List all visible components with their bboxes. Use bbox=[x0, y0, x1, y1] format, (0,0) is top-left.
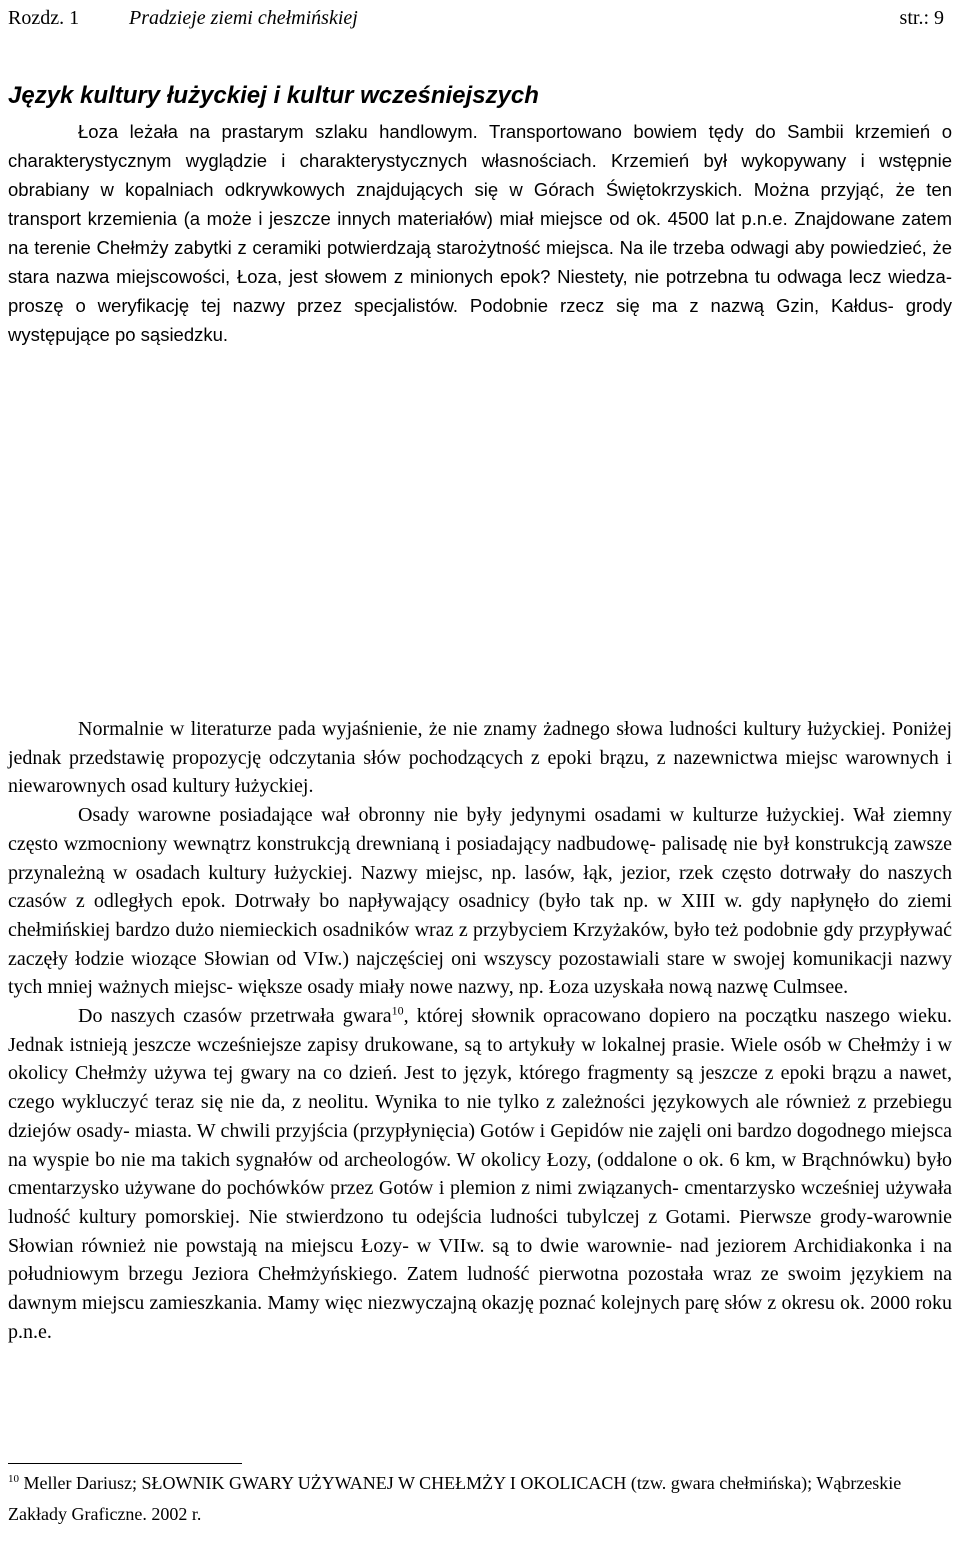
paragraph-1: Łoza leżała na prastarym szlaku handlowym. Transportowano bowiem tędy do Sambii krzemień o charakterystycznym wyglądzie i charakterystycznych własnościach. Krzemień był wykopywany i wstępnie obrabiany w kopalniach odkrywkowych znajdujących się w Górach Świętokrzyskich. Można przyjąć, że ten transport krzemienia (a może i jeszcze innych materiałów) miał miejsce od ok. 4500 lat p.n.e. Znajdowane zatem na terenie Chełmży zabytki z ceramiki potwierdzają starożytność miejsca. Na ile trzeba odwagi aby powiedzieć, że stara nazwa miejscowości, Łoza, jest słowem z minionych epok? Niestety, nie potrzebna tu odwaga lecz wiedza- proszę o weryfikację tej nazwy przez specjalistów. Podobnie rzecz się ma z nazwą Gzin, Kałdus- grody występujące po sąsiedzku. bbox=[8, 121, 952, 345]
body-text-sans bbox=[8, 117, 952, 349]
paragraph-3: Osady warowne posiadające wał obronny nie były jedynymi osadami w kulturze łużyckiej. Wał ziemny często wzmocniony wewnątrz konstrukcją drewnianą i posiadający nadbudowę- palisadę nie był konstrukcją zawsze przynależną w osadach kultury łużyckiej. Nazwy miejsc, np. lasów, łąk, jezior, rzek często dotrwały do naszych czasów z odległych epok. Dotrwały bo napływający osadnicy (było tak np. w XIII w. gdy napłynęło do ziemi chełmińskiej bardzo dużo niemieckich osadników wraz z przybyciem Krzyżaków, było też podobnie gdy przypływać zaczęły łodzie wiozące Słowian od VIw.) najczęściej oni wszyscy pozostawiali stare w swojej komunikacji nazwy tych mniej ważnych miejsc- większe osady miały nowe nazwy, np. Łoza uzyskała nową nazwę Culmsee. bbox=[8, 804, 952, 999]
paragraph-4 bbox=[8, 1002, 952, 1346]
page-header bbox=[8, 0, 944, 36]
footnote-text: Meller Dariusz; SŁOWNIK GWARY UŻYWANEJ W CHEŁMŻY I OKOLICACH (tzw. gwara chełmińska); Wąbrzeskie Zakłady Graficzne. 2002 r. bbox=[8, 1473, 902, 1524]
footnote-number: 10 bbox=[8, 1473, 19, 1485]
paragraph-4-start: Do naszych czasów przetrwała gwara bbox=[78, 1005, 392, 1028]
chapter-label: Rozdz. 1 bbox=[8, 7, 80, 29]
footnote-reference[interactable]: 10 bbox=[391, 1003, 404, 1018]
page-number: str.: 9 bbox=[899, 7, 944, 29]
body-text-serif bbox=[8, 715, 952, 1346]
footnote bbox=[8, 1468, 952, 1530]
chapter-title: Pradzieje ziemi chełmińskiej bbox=[129, 7, 358, 29]
footnote-separator bbox=[8, 1463, 242, 1464]
paragraph-4-rest: , której słownik opracowano dopiero na początku naszego wieku. Jednak istnieją jeszcze wcześniejsze zapisy drukowane, są to artykuły w lokalnej prasie. Wiele osób w Chełmży i w okolicy Chełmży używa tej gwary na co dzień. Jest to język, którego fragmenty są jeszcze z epoki brązu a nawet, czego wykluczyć teraz się nie da, z neolitu. Wynika to nie tylko z zależności językowych ale również z przebiegu dziejów osady- miasta. W chwili przyjścia (przypłynięcia) Gotów i Gepidów nie zajęli oni bardzo dogodnego miejsca na wyspie bo nie ma takich sygnałów od archeologów. W okolicy Łozy, (oddalone o ok. 6 km, w Brąchnówku) było cmentarzysko używane do pochówków przez Gotów i plemion z nimi związanych- cmentarzysko wcześniej używała ludność kultury pomorskiej. Nie stwierdzono tu odejścia ludności tubylczej z Gotami. Pierwsze grody-warownie Słowian również nie powstają na miejscu Łozy- w VIIw. są to dwie warownie- nad jeziorem Archidiakonka i na południowym brzegu Jeziora Chełmżyńskiego. Zatem ludność pierwotna pozostała wraz ze swoim językiem na dawnym miejscu zamieszkania. Mamy więc niezwyczajną okazję poznać kolejnych parę słów z okresu ok. 2000 roku p.n.e. bbox=[8, 1005, 952, 1343]
section-title: Język kultury łużyckiej i kultur wcześniejszych bbox=[8, 82, 539, 109]
paragraph-2: Normalnie w literaturze pada wyjaśnienie, że nie znamy żadnego słowa ludności kultury łużyckiej. Poniżej jednak przedstawię propozycję odczytania słów pochodzących z epoki brązu, z nazewnictwa miejsc warownych i niewarownych osad kultury łużyckiej. bbox=[8, 718, 952, 798]
